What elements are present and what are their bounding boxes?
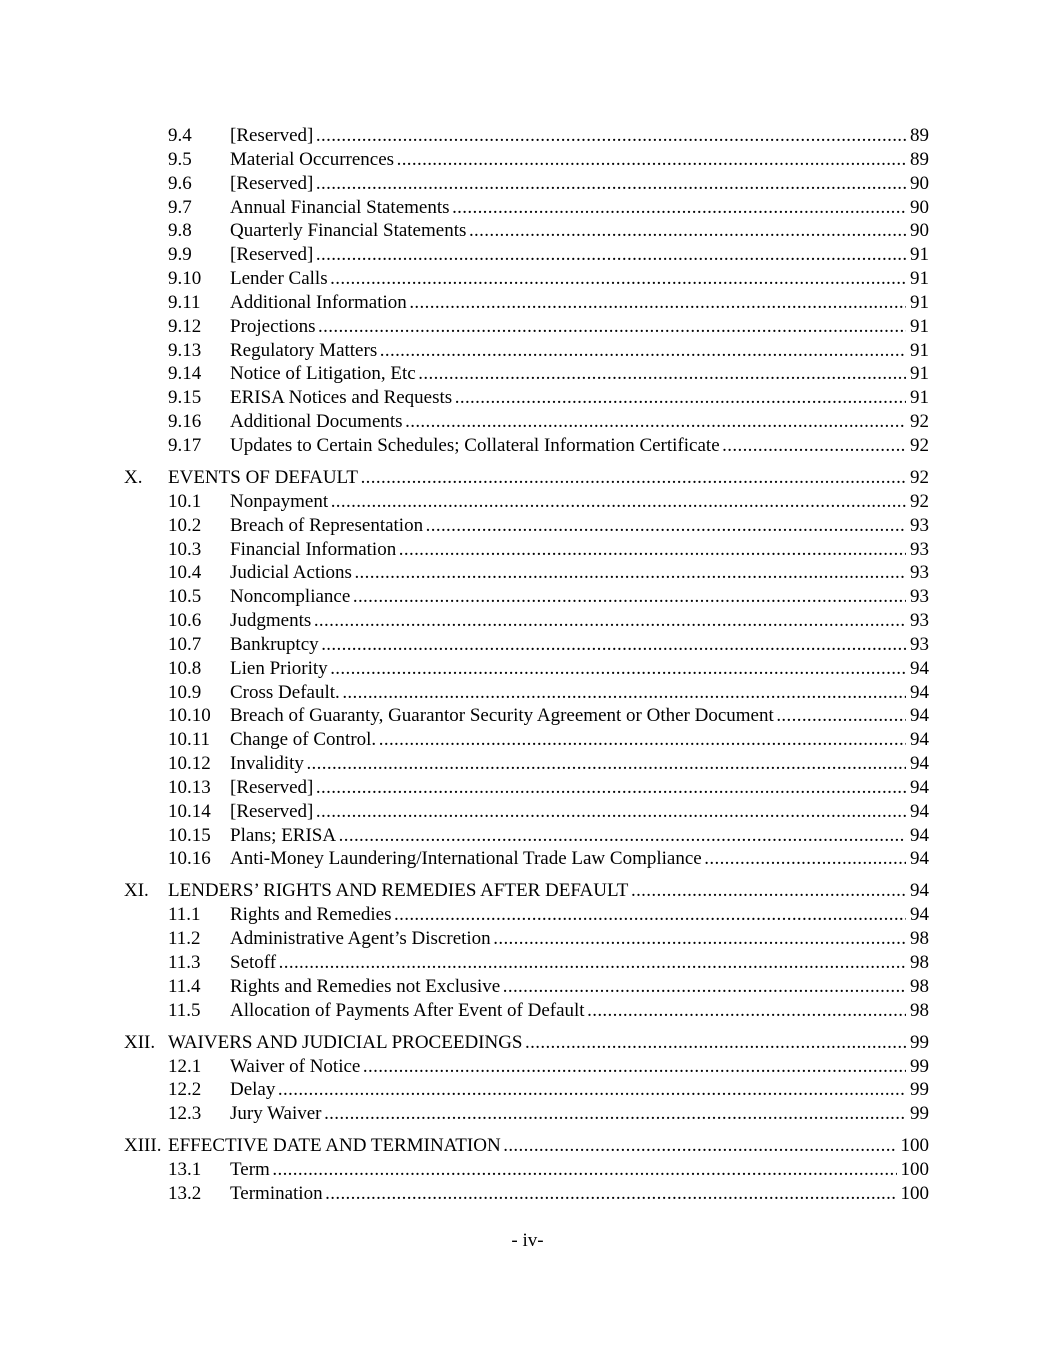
toc-entry-page: 93 bbox=[906, 514, 929, 538]
toc-entry-page: 94 bbox=[906, 681, 929, 705]
toc-entry-title: Invalidity . . . bbox=[230, 752, 929, 776]
toc-entry-number: 10.7 bbox=[168, 633, 202, 655]
toc-entry-title: Updates to Certain Schedules; Collateral Information Certificate . . . bbox=[230, 434, 929, 458]
toc-entry-page: 94 bbox=[906, 879, 929, 903]
toc-entry-title: Delay . . . bbox=[230, 1078, 929, 1102]
toc-entry-number: 9.12 bbox=[168, 315, 202, 337]
toc-entry-number: 9.7 bbox=[168, 196, 192, 218]
toc-entry-page: 98 bbox=[906, 927, 929, 951]
toc-entry-page: 100 bbox=[897, 1158, 930, 1182]
toc-entry-page: 99 bbox=[906, 1055, 929, 1079]
toc-entry-page: 91 bbox=[906, 362, 929, 386]
toc-section-row bbox=[0, 728, 1055, 752]
toc-entry-number: 9.16 bbox=[168, 411, 202, 433]
toc-entry-number: 13.1 bbox=[168, 1159, 202, 1181]
toc-entry-number: 10.4 bbox=[168, 562, 202, 584]
toc-entry-title: [Reserved] . . . bbox=[230, 243, 929, 267]
toc-entry-number: 9.4 bbox=[168, 125, 192, 146]
toc-entry-number: 9.11 bbox=[168, 291, 201, 313]
toc-entry-number: 10.9 bbox=[168, 681, 202, 703]
toc-entry-page: 91 bbox=[906, 315, 929, 339]
toc-entry-title: Breach of Representation . . . bbox=[230, 514, 929, 538]
toc-entry-title: EFFECTIVE DATE AND TERMINATION . . . bbox=[168, 1134, 929, 1158]
toc-entry-title: LENDERS’ RIGHTS AND REMEDIES AFTER DEFAULT . . . bbox=[168, 879, 929, 903]
toc-entry-number: 10.1 bbox=[168, 490, 202, 512]
toc-entry-title: Administrative Agent’s Discretion . . . bbox=[230, 927, 929, 951]
toc-entry-title: Additional Documents . . . bbox=[230, 410, 929, 434]
toc-article-row bbox=[0, 871, 1055, 902]
toc-entry-title: Rights and Remedies not Exclusive . . . bbox=[230, 975, 929, 999]
toc-entry-title: Lender Calls . . . bbox=[230, 267, 929, 291]
toc-article-row bbox=[0, 1023, 1055, 1054]
toc-section-row bbox=[0, 339, 1055, 363]
toc-entry-page: 92 bbox=[906, 434, 929, 458]
toc-section-row bbox=[0, 752, 1055, 776]
toc-section-row bbox=[0, 148, 1055, 172]
toc-entry-number: 10.3 bbox=[168, 538, 202, 560]
toc-entry-number: XIII. bbox=[124, 1135, 162, 1157]
toc-article-row bbox=[0, 1126, 1055, 1157]
toc-entry-number: 10.16 bbox=[168, 848, 211, 870]
toc-entry-title: Noncompliance . . . bbox=[230, 585, 929, 609]
toc-entry-number: 10.11 bbox=[168, 729, 211, 751]
toc-entry-number: 9.9 bbox=[168, 244, 192, 266]
toc-section-row bbox=[0, 124, 1055, 148]
toc-section-row bbox=[0, 657, 1055, 681]
toc-section-row bbox=[0, 903, 1055, 927]
toc-entry-number: 10.6 bbox=[168, 610, 202, 632]
toc-section-row bbox=[0, 609, 1055, 633]
toc-entry-number: 9.8 bbox=[168, 220, 192, 242]
toc-entry-page: 99 bbox=[906, 1078, 929, 1102]
toc-entry-page: 89 bbox=[906, 124, 929, 148]
toc-entry-number: 11.2 bbox=[168, 928, 201, 950]
toc-entry-number: 9.6 bbox=[168, 172, 192, 194]
toc-entry-page: 94 bbox=[906, 776, 929, 800]
toc-entry-title: Judicial Actions . . . bbox=[230, 561, 929, 585]
toc-entry-page: 94 bbox=[906, 903, 929, 927]
toc-entry-page: 94 bbox=[906, 800, 929, 824]
toc-entry-page: 100 bbox=[897, 1134, 930, 1158]
toc-entry-page: 94 bbox=[906, 657, 929, 681]
toc-entry-page: 90 bbox=[906, 196, 929, 220]
toc-entry-number: 10.5 bbox=[168, 586, 202, 608]
toc-entry-number: 10.12 bbox=[168, 753, 211, 775]
toc-entry-title: Regulatory Matters . . . bbox=[230, 339, 929, 363]
toc-entry-page: 89 bbox=[906, 148, 929, 172]
toc-entry-title: Rights and Remedies . . . bbox=[230, 903, 929, 927]
toc-entry-title: Breach of Guaranty, Guarantor Security Agreement or Other Document . . . bbox=[230, 704, 929, 728]
toc-section-row bbox=[0, 291, 1055, 315]
toc-entry-title: Projections . . . bbox=[230, 315, 929, 339]
toc-entry-title: Plans; ERISA . . . bbox=[230, 824, 929, 848]
page-number-footer: - iv- bbox=[511, 1230, 544, 1251]
toc-entry-page: 93 bbox=[906, 585, 929, 609]
toc-entry-number: 9.14 bbox=[168, 363, 202, 385]
toc-entry-page: 99 bbox=[906, 1102, 929, 1126]
toc-section-row bbox=[0, 776, 1055, 800]
toc-entry-number: 10.8 bbox=[168, 657, 202, 679]
toc-section-row bbox=[0, 704, 1055, 728]
toc-entry-title: Annual Financial Statements . . . bbox=[230, 196, 929, 220]
toc-section-row bbox=[0, 243, 1055, 267]
toc-entry-title: Quarterly Financial Statements . . . bbox=[230, 219, 929, 243]
toc-section-row bbox=[0, 1055, 1055, 1079]
toc-entry-title: [Reserved] . . . bbox=[230, 172, 929, 196]
toc-entry-number: 11.5 bbox=[168, 999, 201, 1021]
toc-section-row bbox=[0, 633, 1055, 657]
toc-entry-page: 90 bbox=[906, 172, 929, 196]
toc-article-row bbox=[0, 458, 1055, 489]
toc-section-row bbox=[0, 172, 1055, 196]
toc-entry-number: 10.13 bbox=[168, 776, 211, 798]
toc-entry-title: Term . . . bbox=[230, 1158, 929, 1182]
toc-entry-page: 94 bbox=[906, 728, 929, 752]
toc-section-row bbox=[0, 951, 1055, 975]
toc-entry-number: 12.3 bbox=[168, 1103, 202, 1125]
toc-entry-title: Cross Default. . . . bbox=[230, 681, 929, 705]
toc-section-row bbox=[0, 434, 1055, 458]
toc-entry-page: 93 bbox=[906, 561, 929, 585]
toc-entry-number: 9.17 bbox=[168, 434, 202, 456]
toc-entry-title: ERISA Notices and Requests . . . bbox=[230, 386, 929, 410]
toc-section-row bbox=[0, 975, 1055, 999]
toc-entry-page: 98 bbox=[906, 999, 929, 1023]
toc-entry-page: 91 bbox=[906, 386, 929, 410]
toc-entry-number: X. bbox=[124, 466, 143, 488]
toc-entry-title: Financial Information . . . bbox=[230, 538, 929, 562]
toc-entry-page: 92 bbox=[906, 466, 929, 490]
toc-entry-title: Allocation of Payments After Event of Default . . . bbox=[230, 999, 929, 1023]
toc-entry-number: 9.13 bbox=[168, 339, 202, 361]
toc-entry-page: 98 bbox=[906, 975, 929, 999]
toc-section-row bbox=[0, 999, 1055, 1023]
toc-section-row bbox=[0, 386, 1055, 410]
toc-section-row bbox=[0, 1102, 1055, 1126]
toc-entry-page: 98 bbox=[906, 951, 929, 975]
toc-entry-number: XI. bbox=[124, 880, 149, 902]
toc-entry-number: 11.1 bbox=[168, 904, 201, 926]
toc-entry-number: 9.10 bbox=[168, 268, 202, 290]
toc-section-row bbox=[0, 927, 1055, 951]
toc-entry-title: Anti-Money Laundering/International Trade Law Compliance . . . bbox=[230, 847, 929, 871]
toc-entry-title: [Reserved] . . . bbox=[230, 800, 929, 824]
toc-entry-title: Termination . . . bbox=[230, 1182, 929, 1206]
toc-entry-title: [Reserved] . . . bbox=[230, 776, 929, 800]
toc-entry-number: 11.4 bbox=[168, 975, 201, 997]
toc-section-row bbox=[0, 315, 1055, 339]
toc-entry-page: 91 bbox=[906, 291, 929, 315]
toc-section-row bbox=[0, 800, 1055, 824]
toc-section-row bbox=[0, 490, 1055, 514]
toc-entry-title: Jury Waiver . . . bbox=[230, 1102, 929, 1126]
toc-section-row bbox=[0, 219, 1055, 243]
toc-entry-number: 10.10 bbox=[168, 705, 211, 727]
toc-section-row bbox=[0, 1158, 1055, 1182]
toc-section-row bbox=[0, 681, 1055, 705]
toc-entry-title: EVENTS OF DEFAULT . . . bbox=[168, 466, 929, 490]
toc-entry-number: 10.2 bbox=[168, 514, 202, 536]
toc-entry-page: 100 bbox=[897, 1182, 930, 1206]
toc-entry-page: 94 bbox=[906, 752, 929, 776]
toc-section-row bbox=[0, 824, 1055, 848]
toc-entry-page: 93 bbox=[906, 538, 929, 562]
toc-entry-title: Change of Control. . . . bbox=[230, 728, 929, 752]
toc-entry-title: Setoff . . . bbox=[230, 951, 929, 975]
toc-section-row bbox=[0, 538, 1055, 562]
toc-entry-page: 91 bbox=[906, 267, 929, 291]
toc-section-row bbox=[0, 561, 1055, 585]
toc-section-row bbox=[0, 847, 1055, 871]
toc-entry-title: Notice of Litigation, Etc . . . bbox=[230, 362, 929, 386]
toc-entry-number: 11.3 bbox=[168, 952, 201, 973]
toc-entry-page: 91 bbox=[906, 243, 929, 267]
toc-entry-page: 94 bbox=[906, 824, 929, 848]
toc-entry-title: Additional Information . . . bbox=[230, 291, 929, 315]
toc-entry-number: 12.2 bbox=[168, 1079, 202, 1101]
toc-entry-page: 92 bbox=[906, 490, 929, 514]
toc-entry-title: Nonpayment . . . bbox=[230, 490, 929, 514]
toc-entry-page: 93 bbox=[906, 633, 929, 657]
toc-entry-page: 99 bbox=[906, 1031, 929, 1055]
toc-section-row bbox=[0, 362, 1055, 386]
toc-section-row bbox=[0, 1078, 1055, 1102]
toc-entry-number: XII. bbox=[124, 1031, 156, 1053]
toc-section-row bbox=[0, 410, 1055, 434]
toc-entry-number: 10.15 bbox=[168, 824, 211, 846]
toc-entry-page: 90 bbox=[906, 219, 929, 243]
toc-entry-number: 12.1 bbox=[168, 1055, 202, 1077]
toc-entry-title: [Reserved] . . . bbox=[230, 124, 929, 148]
toc-entry-title: Judgments . . . bbox=[230, 609, 929, 633]
toc-entry-title: Bankruptcy . . . bbox=[230, 633, 929, 657]
toc-entry-number: 9.15 bbox=[168, 387, 202, 409]
toc-entry-title: Material Occurrences . . . bbox=[230, 148, 929, 172]
toc-section-row bbox=[0, 1182, 1055, 1206]
toc-entry-number: 10.14 bbox=[168, 800, 211, 822]
table-of-contents bbox=[0, 124, 1055, 1206]
toc-entry-number: 13.2 bbox=[168, 1182, 202, 1204]
toc-entry-number: 9.5 bbox=[168, 148, 192, 170]
toc-entry-page: 94 bbox=[906, 847, 929, 871]
toc-section-row bbox=[0, 267, 1055, 291]
toc-entry-page: 94 bbox=[906, 704, 929, 728]
toc-entry-page: 93 bbox=[906, 609, 929, 633]
toc-entry-title: Waiver of Notice . . . bbox=[230, 1055, 929, 1079]
toc-section-row bbox=[0, 196, 1055, 220]
toc-section-row bbox=[0, 585, 1055, 609]
toc-entry-title: Lien Priority . . . bbox=[230, 657, 929, 681]
toc-entry-title: WAIVERS AND JUDICIAL PROCEEDINGS . . . bbox=[168, 1031, 929, 1055]
toc-section-row bbox=[0, 514, 1055, 538]
toc-entry-page: 92 bbox=[906, 410, 929, 434]
toc-entry-page: 91 bbox=[906, 339, 929, 363]
